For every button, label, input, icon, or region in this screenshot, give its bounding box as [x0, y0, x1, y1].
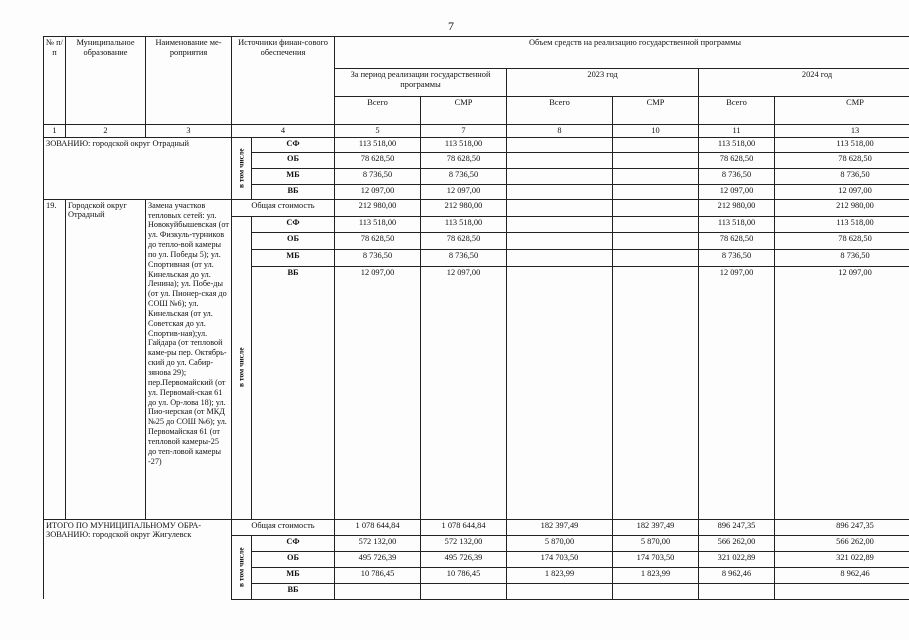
value-cell [613, 168, 699, 184]
block1-title: ЗОВАНИЮ: городской округ Отрадный [44, 137, 232, 199]
value-cell: 78 628,50 [699, 152, 775, 168]
header-period-2024: 2024 год [699, 69, 909, 97]
header-smr-2023: СМР [613, 97, 699, 125]
col-number: 8 [507, 125, 613, 138]
value-cell [507, 249, 613, 266]
header-total-2023: Всего [507, 97, 613, 125]
source-mb: МБ [252, 567, 335, 583]
value-cell [613, 266, 699, 519]
value-cell: 321 022,89 [699, 551, 775, 567]
source-sf: СФ [252, 535, 335, 551]
value-cell [421, 583, 507, 599]
value-cell [507, 216, 613, 232]
value-cell [613, 216, 699, 232]
value-cell: 12 097,00 [335, 184, 421, 199]
value-cell: 8 962,46 [699, 567, 775, 583]
value-cell: 1 823,99 [507, 567, 613, 583]
value-cell: 5 870,00 [613, 535, 699, 551]
value-cell: 182 397,49 [613, 519, 699, 535]
value-cell [507, 266, 613, 519]
source-vb: ВБ [252, 266, 335, 519]
value-cell: 212 980,00 [699, 199, 775, 216]
activity-name: Замена участков тепловых сетей: ул. Новокуйбышевская (от ул. Физкуль-турников до тепло-вой камеры по ул. Победы 5); ул. Спортивная (от ул. Кинельская до ул. Ленина); ул. Побе-ды (от ул. Пионер-ская до СОШ №6); ул. Кинельская (от ул. Советская до ул. Спортив-ная);ул. Гайдара (от тепловой каме-ры пер. Октябрь-ский до ул. Сабир-зянова 29); пер.Первомайский (от ул. Первомай-ская 61 до ул. Ор-лова 18); ул. Пио-нерская (от МКД №25 до СОШ №6); ул. Первомайская 61 (от тепловой камеры-25 до теп-ловой камеры -27) [146, 199, 232, 519]
value-cell: 174 703,50 [507, 551, 613, 567]
value-cell: 8 736,50 [775, 168, 909, 184]
header-total-program: Всего [335, 97, 421, 125]
value-cell [507, 199, 613, 216]
value-cell: 1 823,99 [613, 567, 699, 583]
value-cell: 566 262,00 [699, 535, 775, 551]
value-cell: 896 247,35 [699, 519, 775, 535]
value-cell [613, 137, 699, 152]
value-cell: 113 518,00 [699, 137, 775, 152]
header-total-2024: Всего [699, 97, 775, 125]
value-cell: 12 097,00 [775, 266, 909, 519]
value-cell: 1 078 644,84 [335, 519, 421, 535]
value-cell [613, 152, 699, 168]
value-cell [507, 152, 613, 168]
value-cell [775, 583, 909, 599]
value-cell: 174 703,50 [613, 551, 699, 567]
total-cost-label: Общая стоимость [232, 199, 335, 216]
value-cell: 896 247,35 [775, 519, 909, 535]
value-cell: 78 628,50 [421, 232, 507, 249]
source-vb: ВБ [252, 583, 335, 599]
value-cell [613, 249, 699, 266]
value-cell: 8 736,50 [335, 168, 421, 184]
value-cell: 78 628,50 [699, 232, 775, 249]
value-cell [613, 184, 699, 199]
program-funding-table [43, 36, 909, 600]
value-cell: 212 980,00 [335, 199, 421, 216]
value-cell: 10 786,45 [335, 567, 421, 583]
value-cell: 12 097,00 [421, 266, 507, 519]
value-cell: 113 518,00 [699, 216, 775, 232]
header-volume: Объем средств на реализацию государственной программы [335, 37, 909, 69]
municipality: Городской округ Отрадный [66, 199, 146, 519]
col-number: 2 [66, 125, 146, 138]
value-cell [507, 184, 613, 199]
value-cell: 566 262,00 [775, 535, 909, 551]
source-mb: МБ [252, 168, 335, 184]
col-number: 1 [44, 125, 66, 138]
value-cell [613, 232, 699, 249]
value-cell: 113 518,00 [335, 137, 421, 152]
value-cell [699, 583, 775, 599]
col-number: 4 [232, 125, 335, 138]
value-cell: 8 736,50 [421, 168, 507, 184]
value-cell: 321 022,89 [775, 551, 909, 567]
total-cost-label: Общая стоимость [232, 519, 335, 535]
value-cell: 10 786,45 [421, 567, 507, 583]
value-cell: 113 518,00 [775, 137, 909, 152]
value-cell: 12 097,00 [335, 266, 421, 519]
value-cell [507, 137, 613, 152]
col-number: 11 [699, 125, 775, 138]
value-cell: 5 870,00 [507, 535, 613, 551]
value-cell: 113 518,00 [421, 216, 507, 232]
col-number: 10 [613, 125, 699, 138]
source-ob: ОБ [252, 152, 335, 168]
row-number: 19. [44, 199, 66, 519]
header-name: Наименование ме-роприятия [146, 37, 232, 125]
value-cell: 113 518,00 [335, 216, 421, 232]
in-total-label: в том числе [232, 535, 252, 599]
header-no: № п/п [44, 37, 66, 125]
value-cell: 8 962,46 [775, 567, 909, 583]
source-sf: СФ [252, 216, 335, 232]
value-cell: 78 628,50 [335, 232, 421, 249]
value-cell: 212 980,00 [775, 199, 909, 216]
value-cell [507, 168, 613, 184]
value-cell: 572 132,00 [421, 535, 507, 551]
source-sf: СФ [252, 137, 335, 152]
value-cell [613, 583, 699, 599]
value-cell [507, 583, 613, 599]
value-cell: 182 397,49 [507, 519, 613, 535]
value-cell: 78 628,50 [335, 152, 421, 168]
value-cell [335, 583, 421, 599]
in-total-label: в том числе [232, 137, 252, 199]
source-ob: ОБ [252, 232, 335, 249]
header-period-program: За период реализации государственной программы [335, 69, 507, 97]
col-number: 3 [146, 125, 232, 138]
header-source: Источники финан-сового обеспечения [232, 37, 335, 125]
value-cell: 8 736,50 [699, 168, 775, 184]
value-cell: 572 132,00 [335, 535, 421, 551]
source-mb: МБ [252, 249, 335, 266]
value-cell [507, 232, 613, 249]
value-cell: 1 078 644,84 [421, 519, 507, 535]
value-cell: 8 736,50 [421, 249, 507, 266]
value-cell: 12 097,00 [421, 184, 507, 199]
source-ob: ОБ [252, 551, 335, 567]
col-number: 5 [335, 125, 421, 138]
value-cell: 495 726,39 [421, 551, 507, 567]
value-cell: 8 736,50 [335, 249, 421, 266]
value-cell [613, 199, 699, 216]
header-smr-program: СМР [421, 97, 507, 125]
value-cell: 113 518,00 [421, 137, 507, 152]
col-number: 7 [421, 125, 507, 138]
value-cell: 12 097,00 [699, 184, 775, 199]
header-mo: Муниципальное образование [66, 37, 146, 125]
value-cell: 113 518,00 [775, 216, 909, 232]
value-cell: 78 628,50 [421, 152, 507, 168]
value-cell: 78 628,50 [775, 232, 909, 249]
header-smr-2024: СМР [775, 97, 909, 125]
value-cell: 12 097,00 [699, 266, 775, 519]
value-cell: 8 736,50 [775, 249, 909, 266]
header-period-2023: 2023 год [507, 69, 699, 97]
block3-title: ИТОГО ПО МУНИЦИПАЛЬНОМУ ОБРА-ЗОВАНИЮ: городской округ Жигулевск [44, 519, 232, 599]
value-cell: 8 736,50 [699, 249, 775, 266]
value-cell: 12 097,00 [775, 184, 909, 199]
page-number: 7 [448, 19, 454, 33]
value-cell: 212 980,00 [421, 199, 507, 216]
source-vb: ВБ [252, 184, 335, 199]
value-cell: 78 628,50 [775, 152, 909, 168]
value-cell: 495 726,39 [335, 551, 421, 567]
col-number: 13 [775, 125, 909, 138]
in-total-label: в том числе [232, 216, 252, 519]
